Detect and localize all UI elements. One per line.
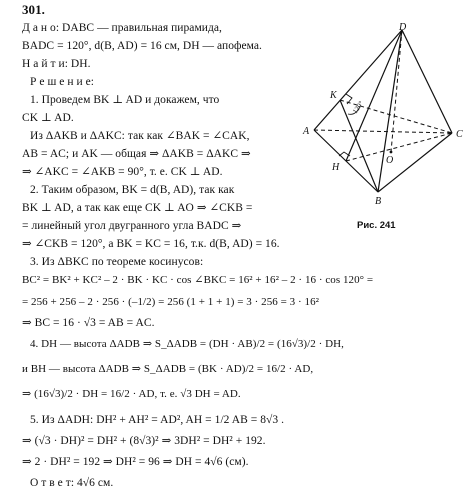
edge-da: [314, 30, 402, 130]
step3-line-3: = 256 + 256 – 2 · 256 · (–1/2) = 256 (1 + 1 + 1) = 3 · 256 = 3 · 16²: [22, 296, 319, 308]
step1-line-5: ⇒ ∠AKC = ∠AKB = 90°, т. е. CK ⊥ AD.: [22, 166, 223, 178]
solution-heading: Р е ш е н и е:: [30, 76, 95, 88]
step1-line-2: CK ⊥ AD.: [22, 112, 74, 124]
edge-dc: [402, 30, 452, 133]
step1-line-3: Из ΔAKB и ΔAKC: так как ∠BAK = ∠CAK,: [30, 130, 250, 142]
step2-line-1: 2. Таким образом, BK = d(B, AD), так как: [30, 184, 235, 196]
segment-bk: [340, 100, 378, 192]
point-o: [390, 151, 393, 154]
step1-line-4: AB = AC; и AK — общая ⇒ ΔAKB = ΔAKC ⇒: [22, 148, 251, 160]
apothem-dh: [346, 30, 402, 161]
given-line-1: Д а н о: DABC — правильная пирамида,: [22, 22, 222, 34]
step5-line-1: 5. Из ΔADH: DH² + AH² = AD², AH = 1/2 AB = 8√3 .: [30, 414, 285, 426]
find-line: Н а й т и: DH.: [22, 58, 91, 70]
step4-line-1: 4. DH — высота ΔADB ⇒ S_ΔADB = (DH · AB)/2 = (16√3)/2 · DH,: [30, 338, 344, 350]
step1-line-1: 1. Проведем BK ⊥ AD и докажем, что: [30, 94, 220, 106]
label-d: D: [399, 22, 407, 33]
step5-line-3: ⇒ 2 · DH² = 192 ⇒ DH² = 96 ⇒ DH = 4√6 (см).: [22, 456, 249, 468]
label-c: C: [456, 129, 463, 140]
label-o: O: [386, 155, 394, 166]
answer-line: О т в е т: 4√6 см.: [30, 477, 114, 489]
label-k: K: [330, 90, 337, 101]
segment-hc-hidden: [346, 133, 452, 161]
step2-line-2: BK ⊥ AD, а так как еще CK ⊥ AO ⇒ ∠CKB =: [22, 202, 253, 214]
step2-line-4: ⇒ ∠CKB = 120°, а BK = KC = 16, т.к. d(B, AD) = 16.: [22, 238, 280, 250]
step4-line-2: и BH — высота ΔADB ⇒ S_ΔADB = (BK · AD)/2 = 16/2 · AD,: [22, 363, 314, 375]
figure-caption: Рис. 241: [357, 220, 396, 231]
label-h: H: [332, 162, 340, 173]
problem-number: 301.: [22, 2, 45, 17]
step3-line-1: 3. Из ΔBKC по теореме косинусов:: [30, 256, 204, 268]
edge-ac-hidden: [314, 130, 452, 133]
step4-line-3: ⇒ (16√3)/2 · DH = 16/2 · AD, т. е. √3 DH = AD.: [22, 388, 241, 400]
label-b: B: [375, 196, 382, 207]
label-a: A: [303, 126, 310, 137]
pyramid-figure: [300, 22, 472, 212]
label-angle: 120°: [351, 99, 366, 116]
step2-line-3: = линейный угол двугранного угла BADC ⇒: [22, 220, 242, 232]
step3-line-2: BC² = BK² + KC² – 2 · BK · KC · cos ∠BKC = 16² + 16² – 2 · 16 · cos 120° =: [22, 274, 374, 286]
given-line-2: BADC = 120°, d(B, AD) = 16 см, DH — апофема.: [22, 40, 262, 52]
edge-db: [378, 30, 402, 192]
step5-line-2: ⇒ (√3 · DH)² = DH² + (8√3)² ⇒ 3DH² = DH² + 192.: [22, 435, 266, 447]
step3-line-4: ⇒ BC = 16 · √3 = AB = AC.: [22, 317, 155, 329]
